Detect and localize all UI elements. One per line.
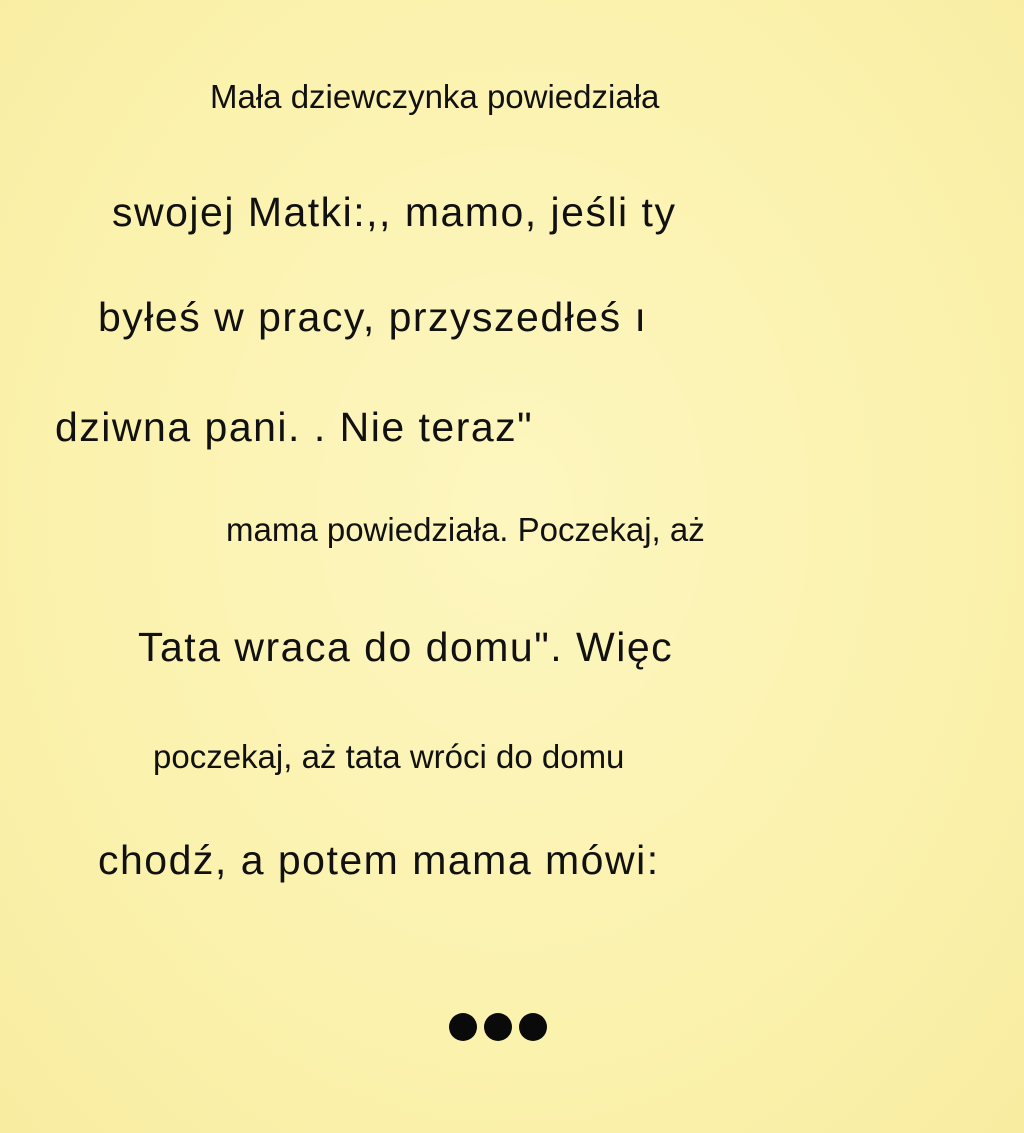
story-line-3: byłeś w pracy, przyszedłeś ı — [98, 294, 648, 340]
more-dots-icon[interactable] — [449, 1013, 547, 1041]
story-line-4: dziwna pani. . Nie teraz" — [55, 404, 534, 450]
dot-icon — [484, 1013, 512, 1041]
story-line-5: mama powiedziała. Poczekaj, aż — [226, 511, 705, 548]
story-line-2: swojej Matki:,, mamo, jeśli ty — [112, 189, 677, 235]
dot-icon — [519, 1013, 547, 1041]
dot-icon — [449, 1013, 477, 1041]
story-line-6: Tata wraca do domu". Więc — [138, 624, 674, 670]
story-line-7: poczekaj, aż tata wróci do domu — [153, 738, 625, 775]
story-line-1: Mała dziewczynka powiedziała — [210, 78, 660, 115]
story-line-8: chodź, a potem mama mówi: — [98, 837, 660, 883]
